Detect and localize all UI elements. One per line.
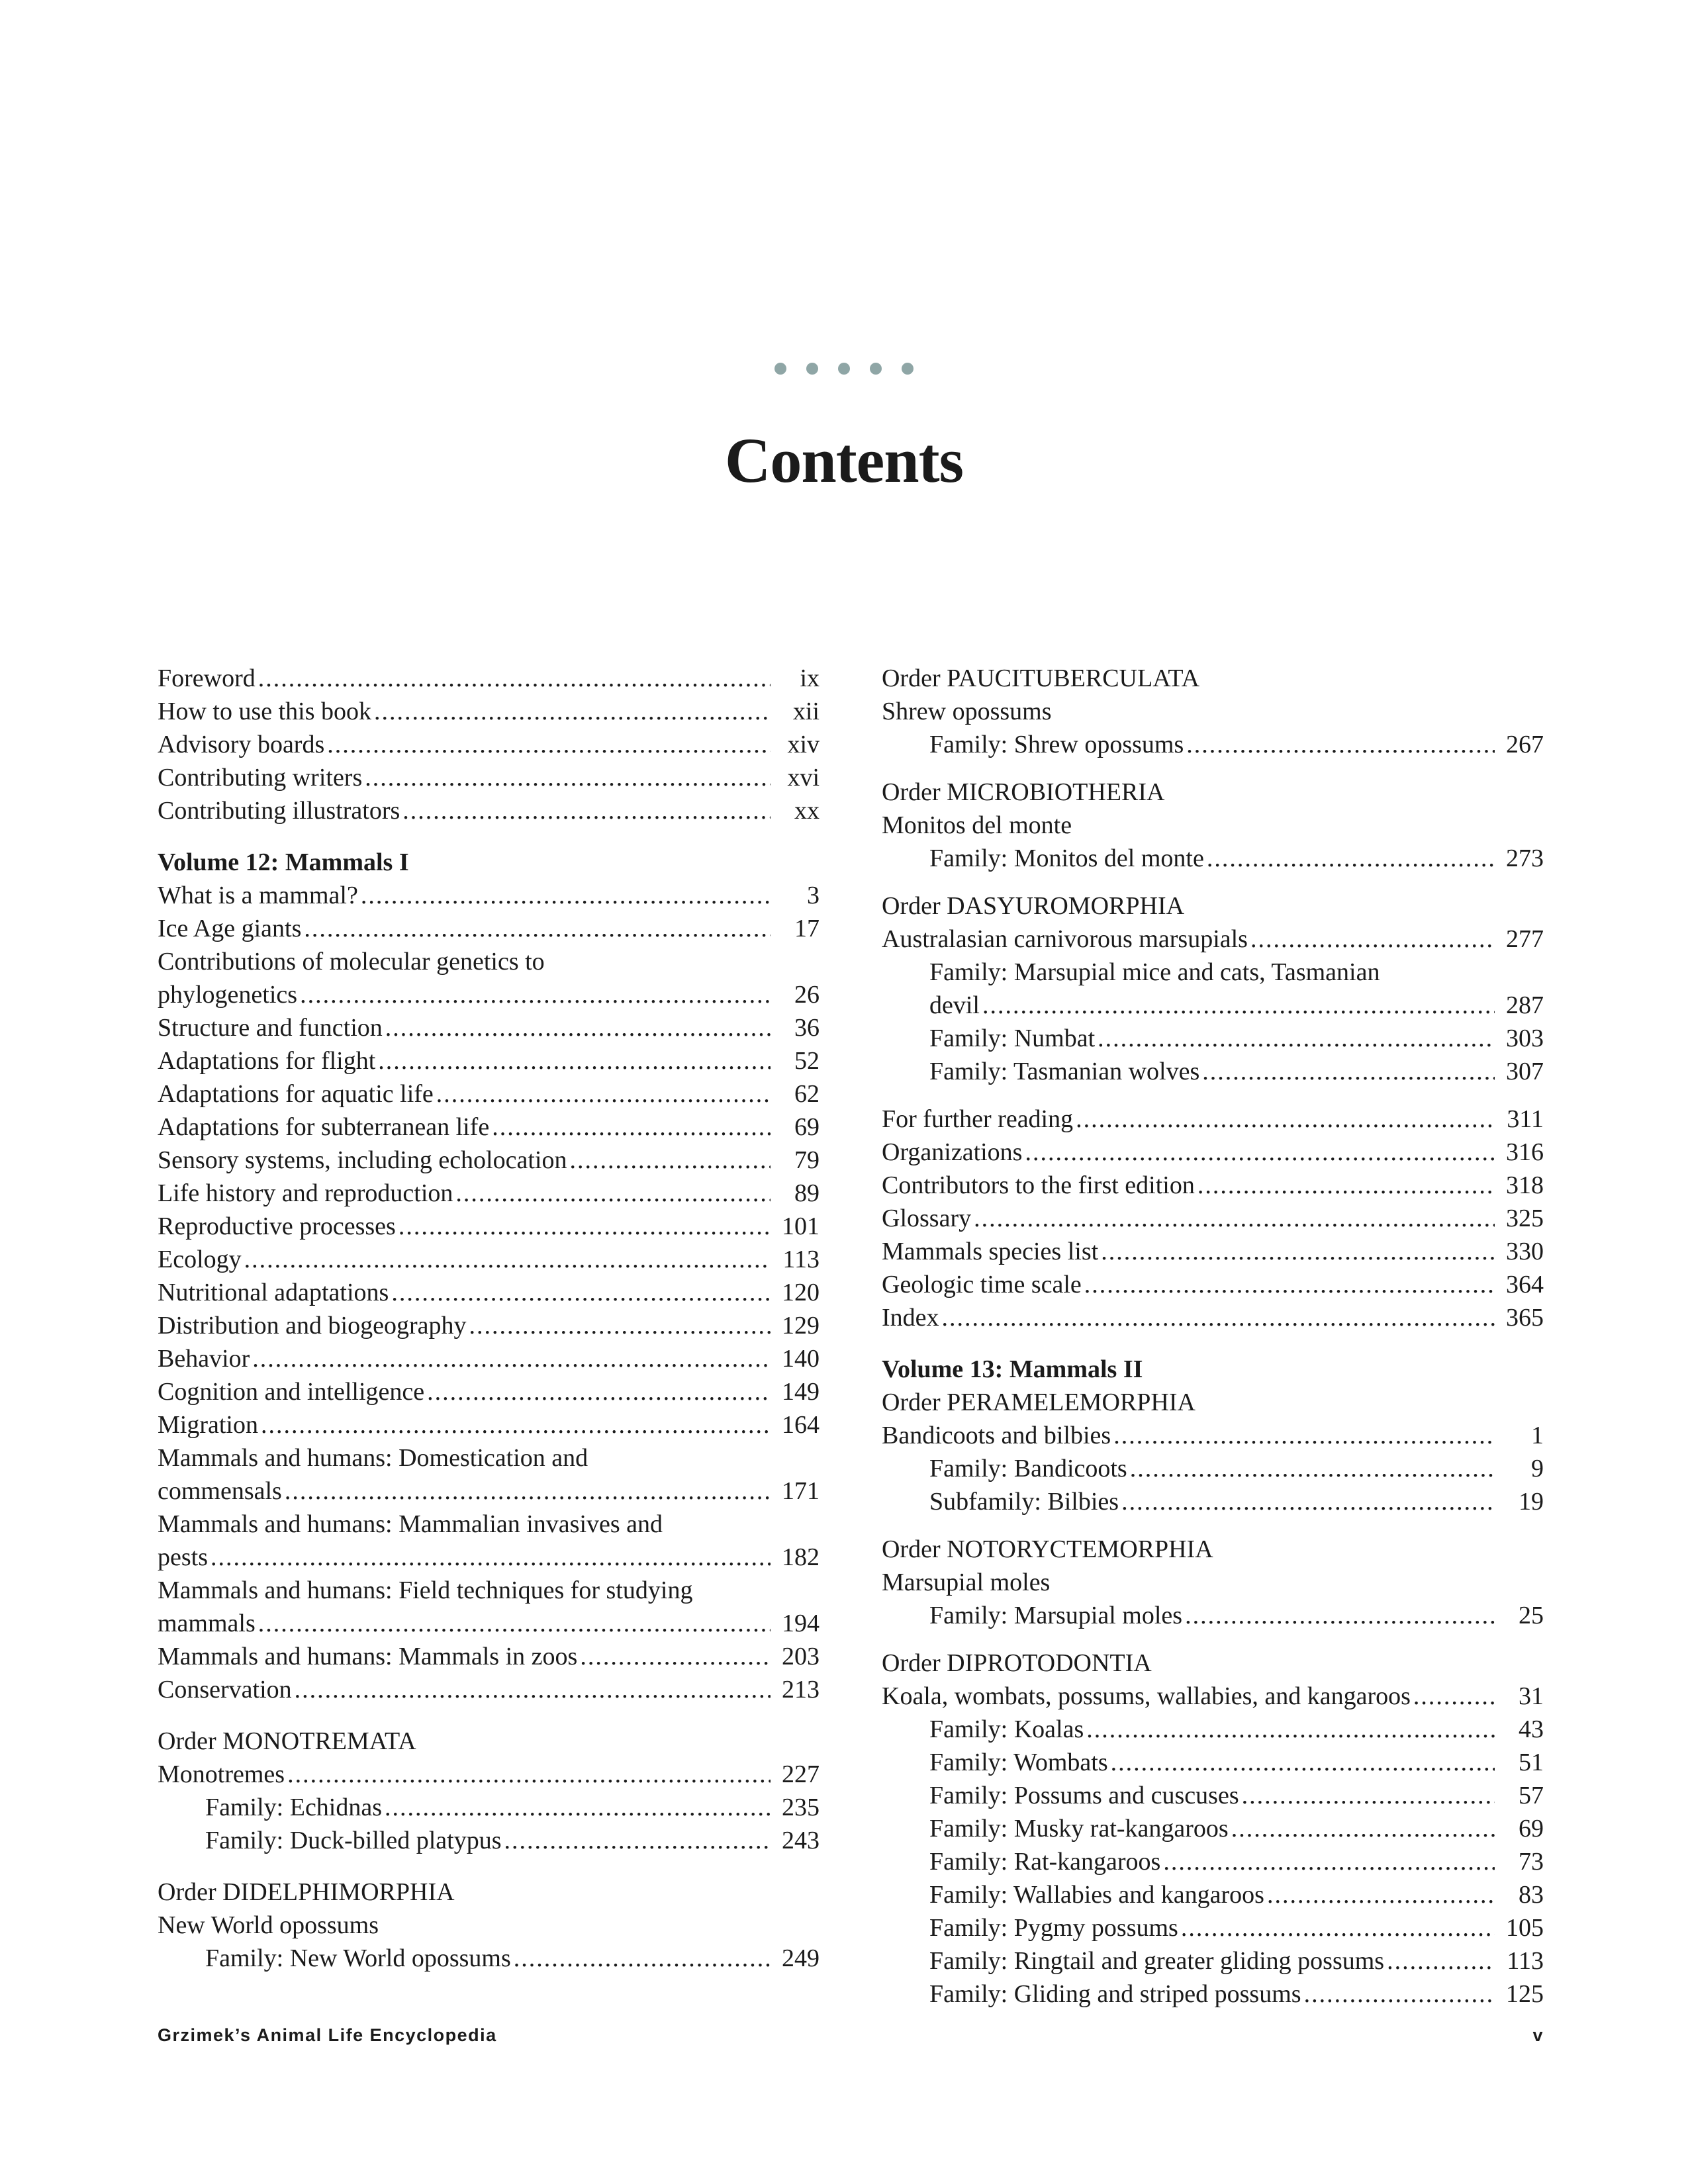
dot-leader bbox=[378, 1044, 771, 1077]
ornament-dot bbox=[806, 363, 818, 375]
dot-leader bbox=[1025, 1136, 1495, 1169]
dot-leader bbox=[365, 761, 771, 794]
toc-entry bbox=[882, 956, 1544, 1022]
toc-page-number: 105 bbox=[1506, 1914, 1544, 1942]
order-heading: Order PERAMELEMORPHIA bbox=[882, 1388, 1196, 1416]
toc-entry bbox=[158, 1177, 820, 1210]
toc-entry-label-cont: mammals bbox=[158, 1610, 256, 1637]
footer-page-number: v bbox=[1532, 2025, 1544, 2045]
toc-page-number: 140 bbox=[782, 1345, 820, 1373]
toc-right-column bbox=[882, 662, 1544, 2011]
dot-leader bbox=[391, 1276, 771, 1309]
toc-page-number: 330 bbox=[1506, 1238, 1544, 1265]
volume-heading: Volume 13: Mammals II bbox=[882, 1355, 1143, 1383]
toc-page-number: 318 bbox=[1506, 1171, 1544, 1199]
toc-entry-label: Life history and reproduction bbox=[158, 1179, 453, 1207]
toc-page-number: 83 bbox=[1519, 1881, 1544, 1909]
toc-entry-label: Family: Musky rat-kangaroos bbox=[929, 1815, 1229, 1843]
toc-page-number: 73 bbox=[1519, 1848, 1544, 1876]
toc-entry bbox=[158, 879, 820, 912]
toc-entry-label: Family: Possums and cuscuses bbox=[929, 1782, 1239, 1809]
dot-leader bbox=[1076, 1103, 1495, 1136]
dot-leader bbox=[1086, 1713, 1495, 1746]
toc-entry-label: Family: Gliding and striped possums bbox=[929, 1980, 1301, 2008]
toc-entry bbox=[882, 1978, 1544, 2011]
toc-entry-line bbox=[158, 978, 820, 1011]
dot-leader bbox=[1250, 923, 1495, 956]
toc-entry bbox=[882, 1599, 1544, 1632]
toc-page-number: 249 bbox=[782, 1944, 820, 1972]
toc-entry-label: Family: Duck-billed platypus bbox=[205, 1827, 502, 1854]
toc-entry bbox=[882, 1452, 1544, 1485]
toc-page-number: xx bbox=[794, 797, 820, 825]
toc-page-number: 203 bbox=[782, 1643, 820, 1670]
toc-entry-label: Family: Marsupial mice and cats, Tasmanian bbox=[929, 958, 1380, 986]
toc-entry bbox=[882, 842, 1544, 875]
toc-page-number: 51 bbox=[1519, 1749, 1544, 1776]
group-heading: Monitos del monte bbox=[882, 811, 1072, 839]
toc-entry bbox=[882, 1022, 1544, 1055]
dot-leader bbox=[1185, 1599, 1495, 1632]
dot-leader bbox=[1186, 728, 1495, 761]
dot-leader bbox=[1304, 1978, 1495, 2011]
toc-page-number: 277 bbox=[1506, 925, 1544, 953]
dot-leader bbox=[514, 1942, 771, 1975]
toc-entry-label: Contributors to the first edition bbox=[882, 1171, 1195, 1199]
toc-entry bbox=[882, 923, 1544, 956]
toc-entry bbox=[158, 1824, 820, 1857]
dot-leader bbox=[1242, 1779, 1495, 1812]
toc-entry-line bbox=[929, 956, 1544, 989]
toc-entry bbox=[158, 761, 820, 794]
toc-entry bbox=[158, 1791, 820, 1824]
toc-entry-label: Family: Monitos del monte bbox=[929, 844, 1204, 872]
toc-entry-label: Family: Wallabies and kangaroos bbox=[929, 1881, 1264, 1909]
toc-page-number: 89 bbox=[794, 1179, 820, 1207]
toc-page-number: xiv bbox=[787, 731, 820, 758]
dot-leader bbox=[974, 1202, 1495, 1235]
toc-entry-label: Adaptations for flight bbox=[158, 1047, 376, 1075]
dot-leader bbox=[287, 1758, 771, 1791]
toc-entry bbox=[882, 1911, 1544, 1944]
dot-leader bbox=[295, 1673, 771, 1706]
order-heading: Order NOTORYCTEMORPHIA bbox=[882, 1535, 1213, 1563]
toc-entry bbox=[158, 1243, 820, 1276]
toc-entry bbox=[158, 728, 820, 761]
ornament-dot bbox=[774, 363, 786, 375]
toc-page-number: 235 bbox=[782, 1794, 820, 1821]
toc-page-number: 57 bbox=[1519, 1782, 1544, 1809]
toc-page-number: 113 bbox=[782, 1246, 820, 1273]
toc-entry-line bbox=[158, 1574, 820, 1607]
dot-leader bbox=[385, 1791, 771, 1824]
toc-entry bbox=[158, 1210, 820, 1243]
dot-leader bbox=[436, 1077, 771, 1111]
dot-leader bbox=[1231, 1812, 1495, 1845]
toc-entry-label: Nutritional adaptations bbox=[158, 1279, 389, 1306]
toc-entry bbox=[882, 1485, 1544, 1518]
toc-page-number: 365 bbox=[1506, 1304, 1544, 1332]
toc-entry bbox=[882, 1713, 1544, 1746]
dot-leader bbox=[285, 1475, 771, 1508]
toc-entry bbox=[158, 1408, 820, 1441]
toc-entry-label: Geologic time scale bbox=[882, 1271, 1082, 1298]
dot-leader bbox=[1207, 842, 1495, 875]
toc-entry-label: Family: Rat-kangaroos bbox=[929, 1848, 1161, 1876]
dot-leader bbox=[942, 1301, 1495, 1334]
dot-leader bbox=[244, 1243, 771, 1276]
toc-entry-label: Glossary bbox=[882, 1205, 972, 1232]
toc-entry-label: Sensory systems, including echolocation bbox=[158, 1146, 567, 1174]
dot-leader bbox=[304, 912, 771, 945]
toc-entry bbox=[158, 1758, 820, 1791]
dot-leader bbox=[1413, 1680, 1495, 1713]
toc-entry-label: Bandicoots and bilbies bbox=[882, 1422, 1111, 1449]
dot-leader bbox=[1101, 1235, 1495, 1268]
group-heading: New World opossums bbox=[158, 1911, 379, 1939]
toc-page-number: xii bbox=[792, 698, 820, 725]
toc-page-number: 9 bbox=[1531, 1455, 1544, 1482]
toc-page-number: 267 bbox=[1506, 731, 1544, 758]
toc-page-number: 303 bbox=[1506, 1024, 1544, 1052]
group-heading: Marsupial moles bbox=[882, 1569, 1051, 1596]
toc-entry-label: Mammals species list bbox=[882, 1238, 1099, 1265]
toc-page-number: 43 bbox=[1519, 1715, 1544, 1743]
order-heading: Order DASYUROMORPHIA bbox=[882, 892, 1185, 920]
toc-page-number: 79 bbox=[794, 1146, 820, 1174]
order-heading: Order DIPROTODONTIA bbox=[882, 1649, 1152, 1677]
group-heading: Shrew opossums bbox=[882, 698, 1052, 725]
dot-leader bbox=[1084, 1268, 1495, 1301]
toc-entry-label: Advisory boards bbox=[158, 731, 325, 758]
toc-entry-label: Family: Numbat bbox=[929, 1024, 1096, 1052]
dot-leader bbox=[569, 1144, 771, 1177]
toc-page-number: 25 bbox=[1519, 1602, 1544, 1629]
toc-page-number: 101 bbox=[782, 1212, 820, 1240]
toc-entry-label: Ice Age giants bbox=[158, 915, 302, 942]
toc-entry bbox=[158, 1574, 820, 1640]
dot-leader bbox=[1267, 1878, 1495, 1911]
toc-page-number: 213 bbox=[782, 1676, 820, 1704]
toc-entry-line bbox=[158, 1541, 820, 1574]
toc-entry-label: Family: Tasmanian wolves bbox=[929, 1058, 1200, 1085]
toc-entry-label: Migration bbox=[158, 1411, 258, 1439]
dot-leader bbox=[327, 728, 771, 761]
toc-entry-label: Mammals and humans: Domestication and bbox=[158, 1444, 588, 1472]
toc-entry-label: Australasian carnivorous marsupials bbox=[882, 925, 1248, 953]
toc-entry-label: Family: Wombats bbox=[929, 1749, 1108, 1776]
dot-leader bbox=[1163, 1845, 1495, 1878]
toc-entry bbox=[158, 1673, 820, 1706]
dot-leader bbox=[982, 989, 1495, 1022]
toc-entry-label: Organizations bbox=[882, 1138, 1023, 1166]
toc-entry bbox=[158, 1077, 820, 1111]
toc-entry bbox=[882, 1103, 1544, 1136]
dot-leader bbox=[1197, 1169, 1495, 1202]
dot-leader bbox=[1181, 1911, 1495, 1944]
toc-page-number: 1 bbox=[1531, 1422, 1544, 1449]
toc-entry bbox=[158, 1111, 820, 1144]
toc-entry bbox=[158, 1276, 820, 1309]
toc-entry-line bbox=[158, 945, 820, 978]
toc-page-number: 120 bbox=[782, 1279, 820, 1306]
toc-entry-label: Mammals and humans: Mammals in zoos bbox=[158, 1643, 578, 1670]
toc-entry-label: Family: Koalas bbox=[929, 1715, 1084, 1743]
toc-entry-label: Family: Ringtail and greater gliding possums bbox=[929, 1947, 1385, 1975]
toc-entry-label: Reproductive processes bbox=[158, 1212, 396, 1240]
toc-entry bbox=[882, 1944, 1544, 1978]
dot-leader bbox=[385, 1011, 771, 1044]
dot-leader bbox=[1202, 1055, 1495, 1088]
toc-entry bbox=[158, 912, 820, 945]
toc-entry bbox=[158, 1309, 820, 1342]
toc-entry bbox=[882, 1779, 1544, 1812]
toc-page-number: 149 bbox=[782, 1378, 820, 1406]
ornament-dot bbox=[838, 363, 850, 375]
toc-entry bbox=[158, 945, 820, 1011]
toc-page-number: 69 bbox=[1519, 1815, 1544, 1843]
toc-entry-label: Koala, wombats, possums, wallabies, and kangaroos bbox=[882, 1682, 1411, 1710]
dot-leader bbox=[258, 662, 771, 695]
dot-leader bbox=[469, 1309, 771, 1342]
toc-entry-label: Ecology bbox=[158, 1246, 242, 1273]
toc-entry-label: Family: Echidnas bbox=[205, 1794, 383, 1821]
toc-page-number: xvi bbox=[787, 764, 820, 792]
dot-leader bbox=[374, 695, 771, 728]
toc-entry-label: Family: Pygmy possums bbox=[929, 1914, 1178, 1942]
dot-leader bbox=[1121, 1485, 1495, 1518]
toc-page-number: 287 bbox=[1506, 991, 1544, 1019]
ornament-dot bbox=[870, 363, 882, 375]
toc-entry-line bbox=[929, 989, 1544, 1022]
toc-entry-label: Contributions of molecular genetics to bbox=[158, 948, 545, 976]
dot-leader bbox=[1130, 1452, 1495, 1485]
toc-page-number: 36 bbox=[794, 1014, 820, 1042]
dot-leader bbox=[399, 1210, 771, 1243]
order-heading: Order PAUCITUBERCULATA bbox=[882, 664, 1200, 692]
toc-entry bbox=[882, 1878, 1544, 1911]
toc-page-number: 129 bbox=[782, 1312, 820, 1340]
footer-book-title: Grzimek’s Animal Life Encyclopedia bbox=[158, 2025, 497, 2045]
toc-entry-line bbox=[158, 1508, 820, 1541]
toc-entry bbox=[882, 728, 1544, 761]
toc-entry-label: Foreword bbox=[158, 664, 256, 692]
toc-page-number: 164 bbox=[782, 1411, 820, 1439]
dot-leader bbox=[211, 1541, 771, 1574]
toc-entry bbox=[882, 1419, 1544, 1452]
toc-entry bbox=[158, 1044, 820, 1077]
toc-page-number: 26 bbox=[794, 981, 820, 1009]
toc-entry-label: Contributing writers bbox=[158, 764, 363, 792]
dot-leader bbox=[1113, 1419, 1495, 1452]
toc-entry bbox=[882, 1746, 1544, 1779]
toc-entry-label: Family: Shrew opossums bbox=[929, 731, 1184, 758]
toc-page-number: 194 bbox=[782, 1610, 820, 1637]
toc-entry-label: Subfamily: Bilbies bbox=[929, 1488, 1119, 1516]
toc-page-number: 31 bbox=[1519, 1682, 1544, 1710]
toc-entry bbox=[158, 1144, 820, 1177]
toc-entry-label: Monotremes bbox=[158, 1760, 285, 1788]
toc-entry-line bbox=[158, 1607, 820, 1640]
dot-leader bbox=[492, 1111, 771, 1144]
toc-page-number: 307 bbox=[1506, 1058, 1544, 1085]
toc-entry-label: Behavior bbox=[158, 1345, 250, 1373]
toc-entry-label: How to use this book bbox=[158, 698, 371, 725]
toc-entry bbox=[158, 1640, 820, 1673]
toc-entry-label-cont: commensals bbox=[158, 1477, 282, 1505]
toc-entry bbox=[882, 1235, 1544, 1268]
toc-page-number: ix bbox=[800, 664, 820, 692]
toc-entry-label: Mammals and humans: Field techniques for studying bbox=[158, 1576, 693, 1604]
toc-page-number: 69 bbox=[794, 1113, 820, 1141]
order-heading: Order MICROBIOTHERIA bbox=[882, 778, 1165, 806]
order-heading: Order DIDELPHIMORPHIA bbox=[158, 1878, 455, 1906]
dot-leader bbox=[1098, 1022, 1495, 1055]
toc-entry bbox=[882, 1202, 1544, 1235]
toc-page-number: 227 bbox=[782, 1760, 820, 1788]
dot-leader bbox=[455, 1177, 771, 1210]
toc-entry-label: Index bbox=[882, 1304, 939, 1332]
toc-entry-label: Family: New World opossums bbox=[205, 1944, 511, 1972]
toc-entry-label: What is a mammal? bbox=[158, 882, 358, 909]
dot-leader bbox=[361, 879, 771, 912]
dot-leader bbox=[504, 1824, 771, 1857]
toc-entry-label: For further reading bbox=[882, 1105, 1074, 1133]
toc-entry bbox=[158, 695, 820, 728]
dot-leader bbox=[427, 1375, 771, 1408]
toc-entry-line bbox=[158, 1441, 820, 1475]
toc-entry-label: Conservation bbox=[158, 1676, 292, 1704]
toc-entry-label: Adaptations for aquatic life bbox=[158, 1080, 434, 1108]
toc-page-number: 62 bbox=[794, 1080, 820, 1108]
toc-entry-label: Structure and function bbox=[158, 1014, 383, 1042]
toc-entry bbox=[882, 1301, 1544, 1334]
toc-page-number: 182 bbox=[782, 1543, 820, 1571]
toc-entry bbox=[158, 1011, 820, 1044]
volume-heading: Volume 12: Mammals I bbox=[158, 848, 409, 876]
toc-page-number: 311 bbox=[1507, 1105, 1544, 1133]
toc-entry bbox=[158, 1342, 820, 1375]
dot-leader bbox=[261, 1408, 771, 1441]
toc-page-number: 113 bbox=[1507, 1947, 1544, 1975]
toc-entry bbox=[882, 1268, 1544, 1301]
toc-page-number: 19 bbox=[1519, 1488, 1544, 1516]
toc-page-number: 125 bbox=[1506, 1980, 1544, 2008]
dot-leader bbox=[580, 1640, 771, 1673]
toc-entry-label-cont: devil bbox=[929, 991, 980, 1019]
toc-entry bbox=[158, 1375, 820, 1408]
toc-entry-label: Distribution and biogeography bbox=[158, 1312, 467, 1340]
order-heading: Order MONOTREMATA bbox=[158, 1727, 416, 1755]
toc-page-number: 316 bbox=[1506, 1138, 1544, 1166]
dot-leader bbox=[402, 794, 771, 827]
toc-page-number: 171 bbox=[782, 1477, 820, 1505]
toc-entry-label-cont: pests bbox=[158, 1543, 208, 1571]
toc-entry-label: Family: Marsupial moles bbox=[929, 1602, 1183, 1629]
dot-leader bbox=[1111, 1746, 1495, 1779]
dot-leader bbox=[252, 1342, 771, 1375]
toc-entry bbox=[882, 1845, 1544, 1878]
toc-entry bbox=[158, 1508, 820, 1574]
toc-entry bbox=[882, 1169, 1544, 1202]
toc-entry bbox=[158, 1942, 820, 1975]
toc-entry bbox=[882, 1136, 1544, 1169]
toc-entry bbox=[158, 662, 820, 695]
toc-page-number: 17 bbox=[794, 915, 820, 942]
toc-entry-label: Mammals and humans: Mammalian invasives and bbox=[158, 1510, 663, 1538]
page-title: Contents bbox=[724, 425, 963, 496]
toc-left-column bbox=[158, 662, 820, 1975]
dot-leader bbox=[258, 1607, 771, 1640]
toc-entry bbox=[882, 1055, 1544, 1088]
toc-entry-label: Contributing illustrators bbox=[158, 797, 400, 825]
page-footer bbox=[158, 2025, 1544, 2046]
toc-page-number: 273 bbox=[1506, 844, 1544, 872]
toc-page-number: 325 bbox=[1506, 1205, 1544, 1232]
ornament-dot bbox=[902, 363, 914, 375]
toc-entry bbox=[158, 794, 820, 827]
toc-page-number: 52 bbox=[794, 1047, 820, 1075]
dot-leader bbox=[300, 978, 771, 1011]
toc-entry bbox=[158, 1441, 820, 1508]
toc-entry-label: Family: Bandicoots bbox=[929, 1455, 1127, 1482]
toc-page-number: 243 bbox=[782, 1827, 820, 1854]
toc-page-number: 3 bbox=[807, 882, 820, 909]
toc-entry-line bbox=[158, 1475, 820, 1508]
toc-entry-label: Adaptations for subterranean life bbox=[158, 1113, 490, 1141]
toc-entry-label-cont: phylogenetics bbox=[158, 981, 298, 1009]
ornament-dots bbox=[0, 363, 1688, 379]
dot-leader bbox=[1387, 1944, 1495, 1978]
toc-entry bbox=[882, 1680, 1544, 1713]
toc-page-number: 364 bbox=[1506, 1271, 1544, 1298]
toc-entry bbox=[882, 1812, 1544, 1845]
toc-entry-label: Cognition and intelligence bbox=[158, 1378, 425, 1406]
